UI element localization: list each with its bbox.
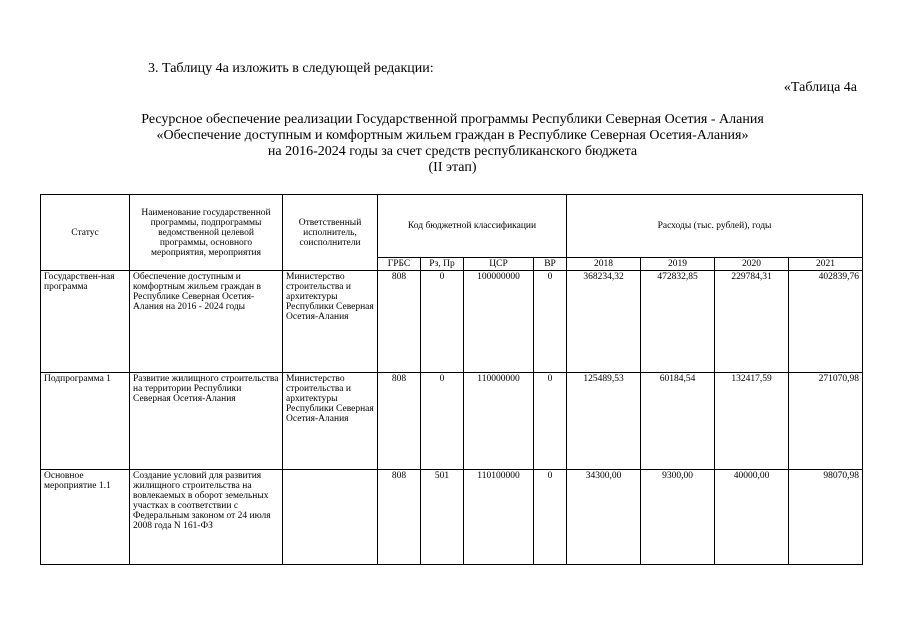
intro-text: 3. Таблицу 4а изложить в следующей редакции: bbox=[148, 61, 434, 76]
cell-2019: 9300,00 bbox=[641, 470, 715, 565]
table-row bbox=[41, 470, 863, 565]
cell-status: Подпрограмма 1 bbox=[41, 373, 130, 470]
cell-vr: 0 bbox=[534, 271, 567, 373]
header-rzpr: Рз, Пр bbox=[421, 258, 464, 271]
cell-rzpr: 0 bbox=[421, 271, 464, 373]
cell-rzpr: 0 bbox=[421, 373, 464, 470]
cell-executor: Министерство строительства и архитектуры Республики Северная Осетия-Алания bbox=[283, 271, 378, 373]
cell-status: Основное мероприятие 1.1 bbox=[41, 470, 130, 565]
cell-grbs: 808 bbox=[378, 271, 421, 373]
header-2019: 2019 bbox=[641, 258, 715, 271]
header-csr: ЦСР bbox=[464, 258, 534, 271]
header-budget-code: Код бюджетной классификации bbox=[378, 195, 567, 258]
cell-vr: 0 bbox=[534, 470, 567, 565]
heading-line-3: на 2016-2024 годы за счет средств республиканского бюджета bbox=[267, 144, 638, 159]
cell-vr: 0 bbox=[534, 373, 567, 470]
cell-2020: 229784,31 bbox=[715, 271, 789, 373]
header-executor: Ответственный исполнитель, соисполнители bbox=[283, 195, 378, 271]
cell-csr: 110100000 bbox=[464, 470, 534, 565]
document-heading bbox=[80, 112, 825, 176]
cell-2020: 40000,00 bbox=[715, 470, 789, 565]
header-expenses: Расходы (тыс. рублей), годы bbox=[567, 195, 863, 258]
table-reference: «Таблица 4а bbox=[783, 80, 857, 95]
resource-table bbox=[40, 194, 863, 565]
cell-2021: 98070,98 bbox=[789, 470, 863, 565]
cell-2019: 60184,54 bbox=[641, 373, 715, 470]
heading-line-4: (II этап) bbox=[428, 160, 477, 175]
cell-rzpr: 501 bbox=[421, 470, 464, 565]
heading-line-2: «Обеспечение доступным и комфортным жильем граждан в Республике Северная Осетия-Алания» bbox=[156, 128, 749, 143]
cell-status: Государствен-ная программа bbox=[41, 271, 130, 373]
table-row bbox=[41, 373, 863, 470]
cell-csr: 100000000 bbox=[464, 271, 534, 373]
cell-2019: 472832,85 bbox=[641, 271, 715, 373]
cell-2020: 132417,59 bbox=[715, 373, 789, 470]
cell-grbs: 808 bbox=[378, 373, 421, 470]
header-grbs: ГРБС bbox=[378, 258, 421, 271]
header-2021: 2021 bbox=[789, 258, 863, 271]
cell-2021: 402839,76 bbox=[789, 271, 863, 373]
cell-csr: 110000000 bbox=[464, 373, 534, 470]
cell-name: Создание условий для развития жилищного строительства на вовлекаемых в оборот земельных участках в соответствии с Федеральным законом от 24 июля 2008 года N 161-ФЗ bbox=[130, 470, 283, 565]
cell-executor: Министерство строительства и архитектуры Республики Северная Осетия-Алания bbox=[283, 373, 378, 470]
header-status: Статус bbox=[41, 195, 130, 271]
header-vr: ВР bbox=[534, 258, 567, 271]
header-name: Наименование государственной программы, подпрограммы ведомственной целевой программы, основного мероприятия, мероприятия bbox=[130, 195, 283, 271]
header-2020: 2020 bbox=[715, 258, 789, 271]
table-row bbox=[41, 271, 863, 373]
cell-executor bbox=[283, 470, 378, 565]
cell-name: Обеспечение доступным и комфортным жильем граждан в Республике Северная Осетия-Алания на 2016 - 2024 годы bbox=[130, 271, 283, 373]
cell-2018: 368234,32 bbox=[567, 271, 641, 373]
cell-2018: 125489,53 bbox=[567, 373, 641, 470]
cell-2018: 34300,00 bbox=[567, 470, 641, 565]
cell-grbs: 808 bbox=[378, 470, 421, 565]
cell-2021: 271070,98 bbox=[789, 373, 863, 470]
header-2018: 2018 bbox=[567, 258, 641, 271]
heading-line-1: Ресурсное обеспечение реализации Государственной программы Республики Северная Осетия - Алания bbox=[141, 112, 764, 127]
cell-name: Развитие жилищного строительства на территории Республики Северная Осетия-Алания bbox=[130, 373, 283, 470]
